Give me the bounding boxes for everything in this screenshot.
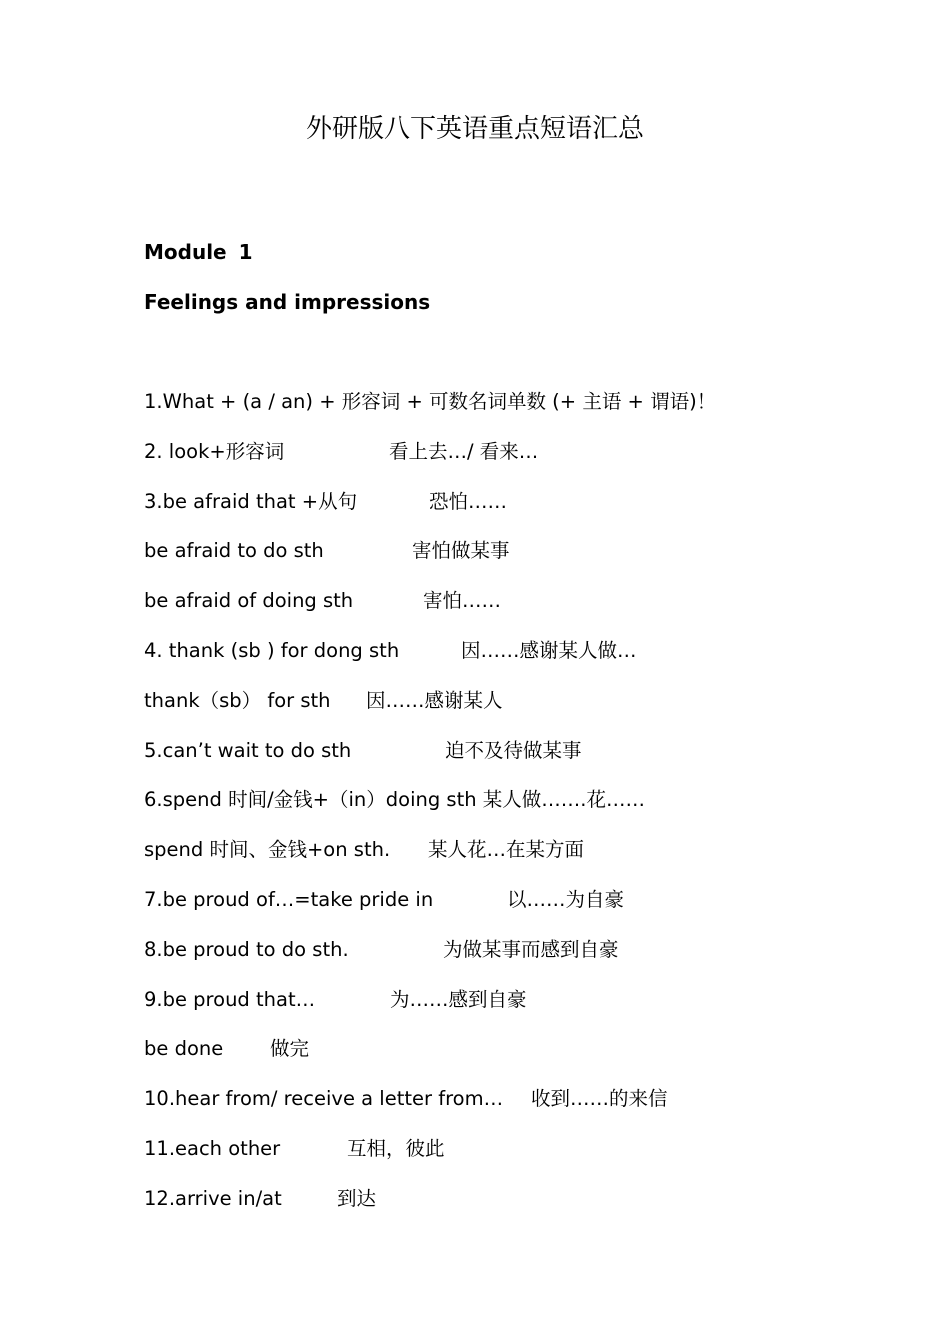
phrase-chinese: 到达 xyxy=(337,1186,377,1210)
phrase-item xyxy=(144,786,924,836)
phrase-chinese: 害怕做某事 xyxy=(412,539,510,563)
phrase-item xyxy=(144,836,924,886)
phrase-chinese: 互相，彼此 xyxy=(347,1136,445,1160)
phrase-item xyxy=(144,388,924,438)
phrase-chinese: 为做某事而感到自豪 xyxy=(443,937,619,961)
phrase-item xyxy=(144,936,924,986)
phrase-item xyxy=(144,488,924,538)
phrase-item xyxy=(144,687,924,737)
phrase-item xyxy=(144,1185,924,1235)
phrase-english: 7.be proud of…=take pride in xyxy=(144,887,434,911)
phrase-english: spend 时间、金钱+on sth. xyxy=(144,838,391,862)
phrase-item xyxy=(144,886,924,936)
phrase-english: 5.can’t wait to do sth xyxy=(144,738,352,762)
phrase-chinese: 害怕…… xyxy=(423,589,502,613)
module-label: Module xyxy=(144,240,227,264)
phrase-item xyxy=(144,737,924,787)
phrase-english: 12.arrive in/at xyxy=(144,1186,282,1210)
phrase-english: 8.be proud to do sth. xyxy=(144,937,349,961)
module-number: 1 xyxy=(238,240,253,264)
phrase-chinese: 看上去…/ 看来… xyxy=(389,439,539,463)
phrase-item xyxy=(144,637,924,687)
phrase-english: 9.be proud that… xyxy=(144,987,316,1011)
phrase-english: 3.be afraid that +从句 xyxy=(144,489,358,513)
phrase-english: 6.spend 时间/金钱+（in）doing sth 某人做…….花…… xyxy=(144,788,645,812)
phrase-english: thank（sb） for sth xyxy=(144,688,331,712)
phrase-item xyxy=(144,438,924,488)
phrase-english: 1.What + (a / an) + 形容词 + 可数名词单数 (+ 主语 + 谓语)！ xyxy=(144,390,717,413)
phrase-chinese: 因……感谢某人做… xyxy=(461,638,637,662)
phrase-item xyxy=(144,587,924,637)
phrase-item xyxy=(144,1035,924,1085)
phrase-chinese: 为……感到自豪 xyxy=(390,987,527,1011)
phrase-chinese: 以……为自豪 xyxy=(507,887,625,911)
phrase-chinese: 收到……的来信 xyxy=(531,1087,668,1111)
phrase-english: 11.each other xyxy=(144,1136,281,1160)
phrase-item xyxy=(144,986,924,1036)
module-heading xyxy=(144,240,253,264)
phrase-chinese: 做完 xyxy=(270,1037,310,1061)
phrase-english: be afraid of doing sth xyxy=(144,589,354,613)
phrase-chinese: 因……感谢某人 xyxy=(366,688,503,712)
phrase-chinese: 恐怕…… xyxy=(429,489,508,513)
phrase-english: 4. thank (sb ) for dong sth xyxy=(144,638,400,662)
phrase-english: be afraid to do sth xyxy=(144,539,324,563)
phrase-chinese: 某人花…在某方面 xyxy=(428,838,585,862)
phrase-item xyxy=(144,537,924,587)
phrase-list xyxy=(144,388,924,1235)
module-subtitle: Feelings and impressions xyxy=(144,290,431,314)
phrase-english: be done xyxy=(144,1037,224,1061)
page-title: 外研版八下英语重点短语汇总 xyxy=(305,114,644,144)
phrase-chinese: 迫不及待做某事 xyxy=(445,738,582,762)
phrase-english: 2. look+形容词 xyxy=(144,439,285,463)
phrase-item xyxy=(144,1135,924,1185)
phrase-english: 10.hear from/ receive a letter from… xyxy=(144,1087,504,1111)
phrase-item xyxy=(144,1085,924,1135)
